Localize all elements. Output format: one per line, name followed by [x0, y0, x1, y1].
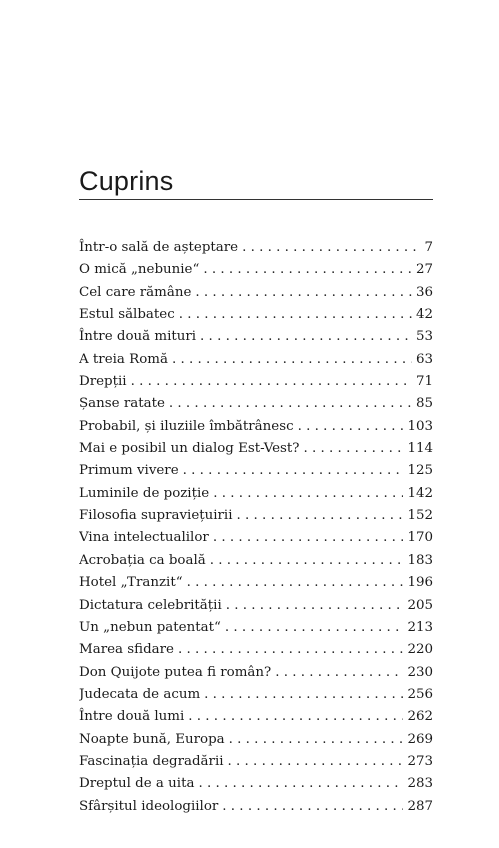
toc-entry: [79, 483, 433, 505]
toc-entry-page: 85: [415, 396, 433, 412]
toc-entry-title: O mică „nebunie“: [79, 262, 200, 278]
toc-entry-title: Drepții: [79, 374, 127, 390]
dot-leader: [179, 304, 412, 326]
dot-leader: [298, 416, 404, 438]
dot-leader: [195, 282, 412, 304]
toc-entry-page: 269: [407, 731, 433, 747]
toc-entry-page: 256: [407, 686, 433, 702]
dot-leader: [213, 527, 404, 549]
toc-entry-page: 142: [407, 485, 433, 501]
toc-entry-title: A treia Romă: [79, 351, 168, 367]
dot-leader: [178, 639, 403, 661]
toc-entry-title: Între două mituri: [79, 329, 197, 345]
toc-entry: [79, 416, 433, 438]
page-title: Cuprins: [79, 166, 174, 196]
toc-entry-title: Marea sfidare: [79, 642, 174, 658]
toc-entry: [79, 349, 433, 371]
toc-entry: [79, 773, 433, 795]
toc-entry-page: 71: [415, 374, 433, 390]
toc-entry: [79, 751, 433, 773]
dot-leader: [225, 617, 404, 639]
toc-entry-page: 36: [415, 284, 433, 300]
toc-entry: [79, 617, 433, 639]
toc-entry-title: Un „nebun patentat“: [79, 619, 221, 635]
toc-entry: [79, 639, 433, 661]
dot-leader: [304, 438, 404, 460]
toc-entry-title: Cel care rămâne: [79, 284, 192, 300]
toc-entry-page: 283: [407, 776, 433, 792]
dot-leader: [228, 751, 404, 773]
toc-entry-title: Sfârșitul ideologiilor: [79, 798, 219, 814]
toc-entry-title: Noapte bună, Europa: [79, 731, 225, 747]
dot-leader: [210, 550, 404, 572]
toc-entry-page: 213: [407, 619, 433, 635]
toc-entry-page: 125: [407, 463, 433, 479]
toc-entry-page: 53: [415, 329, 433, 345]
dot-leader: [204, 684, 403, 706]
toc-entry: [79, 505, 433, 527]
toc-entry-page: 170: [407, 530, 433, 546]
dot-leader: [188, 706, 403, 728]
toc-entry: [79, 282, 433, 304]
toc-entry-title: Într-o sală de așteptare: [79, 240, 239, 255]
toc-entry: [79, 371, 433, 393]
toc-entry-title: Vina intelectualilor: [79, 530, 209, 546]
toc-entry: [79, 438, 433, 460]
toc-entry: [79, 304, 433, 326]
dot-leader: [198, 773, 403, 795]
toc-entry: [79, 662, 433, 684]
table-of-contents: [79, 237, 433, 818]
toc-entry-title: Probabil, și iluziile îmbătrânesc: [79, 418, 294, 434]
toc-entry-title: Primum vivere: [79, 463, 179, 479]
toc-entry-page: 262: [407, 709, 433, 725]
toc-entry: [79, 259, 433, 281]
dot-leader: [200, 326, 412, 348]
toc-entry-page: 152: [407, 508, 433, 524]
toc-entry-title: Don Quijote putea fi român?: [79, 664, 272, 680]
toc-entry-page: 183: [407, 552, 433, 568]
dot-leader: [242, 237, 420, 259]
toc-entry: [79, 460, 433, 482]
toc-entry-title: Judecata de acum: [79, 686, 201, 702]
toc-entry: [79, 706, 433, 728]
toc-entry: [79, 527, 433, 549]
title-divider: [79, 199, 433, 200]
dot-leader: [187, 572, 404, 594]
toc-entry-title: Mai e posibil un dialog Est-Vest?: [79, 441, 300, 457]
dot-leader: [183, 460, 404, 482]
toc-entry: [79, 595, 433, 617]
toc-entry-page: 63: [415, 351, 433, 367]
dot-leader: [275, 662, 403, 684]
toc-entry-title: Dreptul de a uita: [79, 776, 195, 792]
dot-leader: [203, 259, 412, 281]
toc-entry-title: Dictatura celebrității: [79, 597, 222, 613]
toc-entry-page: 220: [407, 642, 433, 658]
dot-leader: [131, 371, 412, 393]
toc-entry: [79, 729, 433, 751]
dot-leader: [213, 483, 403, 505]
toc-entry-page: 7: [424, 240, 433, 255]
dot-leader: [237, 505, 404, 527]
dot-leader: [229, 729, 404, 751]
toc-entry: [79, 684, 433, 706]
dot-leader: [226, 595, 404, 617]
toc-entry-title: Șanse ratate: [79, 396, 165, 412]
toc-entry: [79, 237, 433, 259]
toc-entry: [79, 796, 433, 818]
dot-leader: [172, 349, 412, 371]
dot-leader: [222, 796, 403, 818]
toc-entry-page: 287: [407, 798, 433, 814]
toc-entry-title: Hotel „Tranzit“: [79, 575, 183, 591]
toc-entry-page: 273: [407, 753, 433, 769]
toc-entry-page: 114: [407, 441, 433, 457]
dot-leader: [169, 393, 412, 415]
toc-entry-page: 205: [407, 597, 433, 613]
toc-entry-title: Acrobația ca boală: [79, 552, 206, 568]
toc-entry-title: Filosofia supraviețuirii: [79, 508, 233, 524]
toc-entry-page: 103: [407, 418, 433, 434]
toc-entry-title: Între două lumi: [79, 709, 185, 725]
toc-entry-page: 230: [407, 664, 433, 680]
toc-entry-title: Fascinația degradării: [79, 753, 224, 769]
toc-entry: [79, 393, 433, 415]
toc-entry-page: 42: [415, 307, 433, 323]
toc-entry: [79, 572, 433, 594]
toc-entry-title: Luminile de poziție: [79, 485, 210, 501]
toc-entry: [79, 326, 433, 348]
toc-entry-title: Estul sălbatec: [79, 307, 175, 323]
toc-entry-page: 196: [407, 575, 433, 591]
toc-entry: [79, 550, 433, 572]
toc-entry-page: 27: [415, 262, 433, 278]
